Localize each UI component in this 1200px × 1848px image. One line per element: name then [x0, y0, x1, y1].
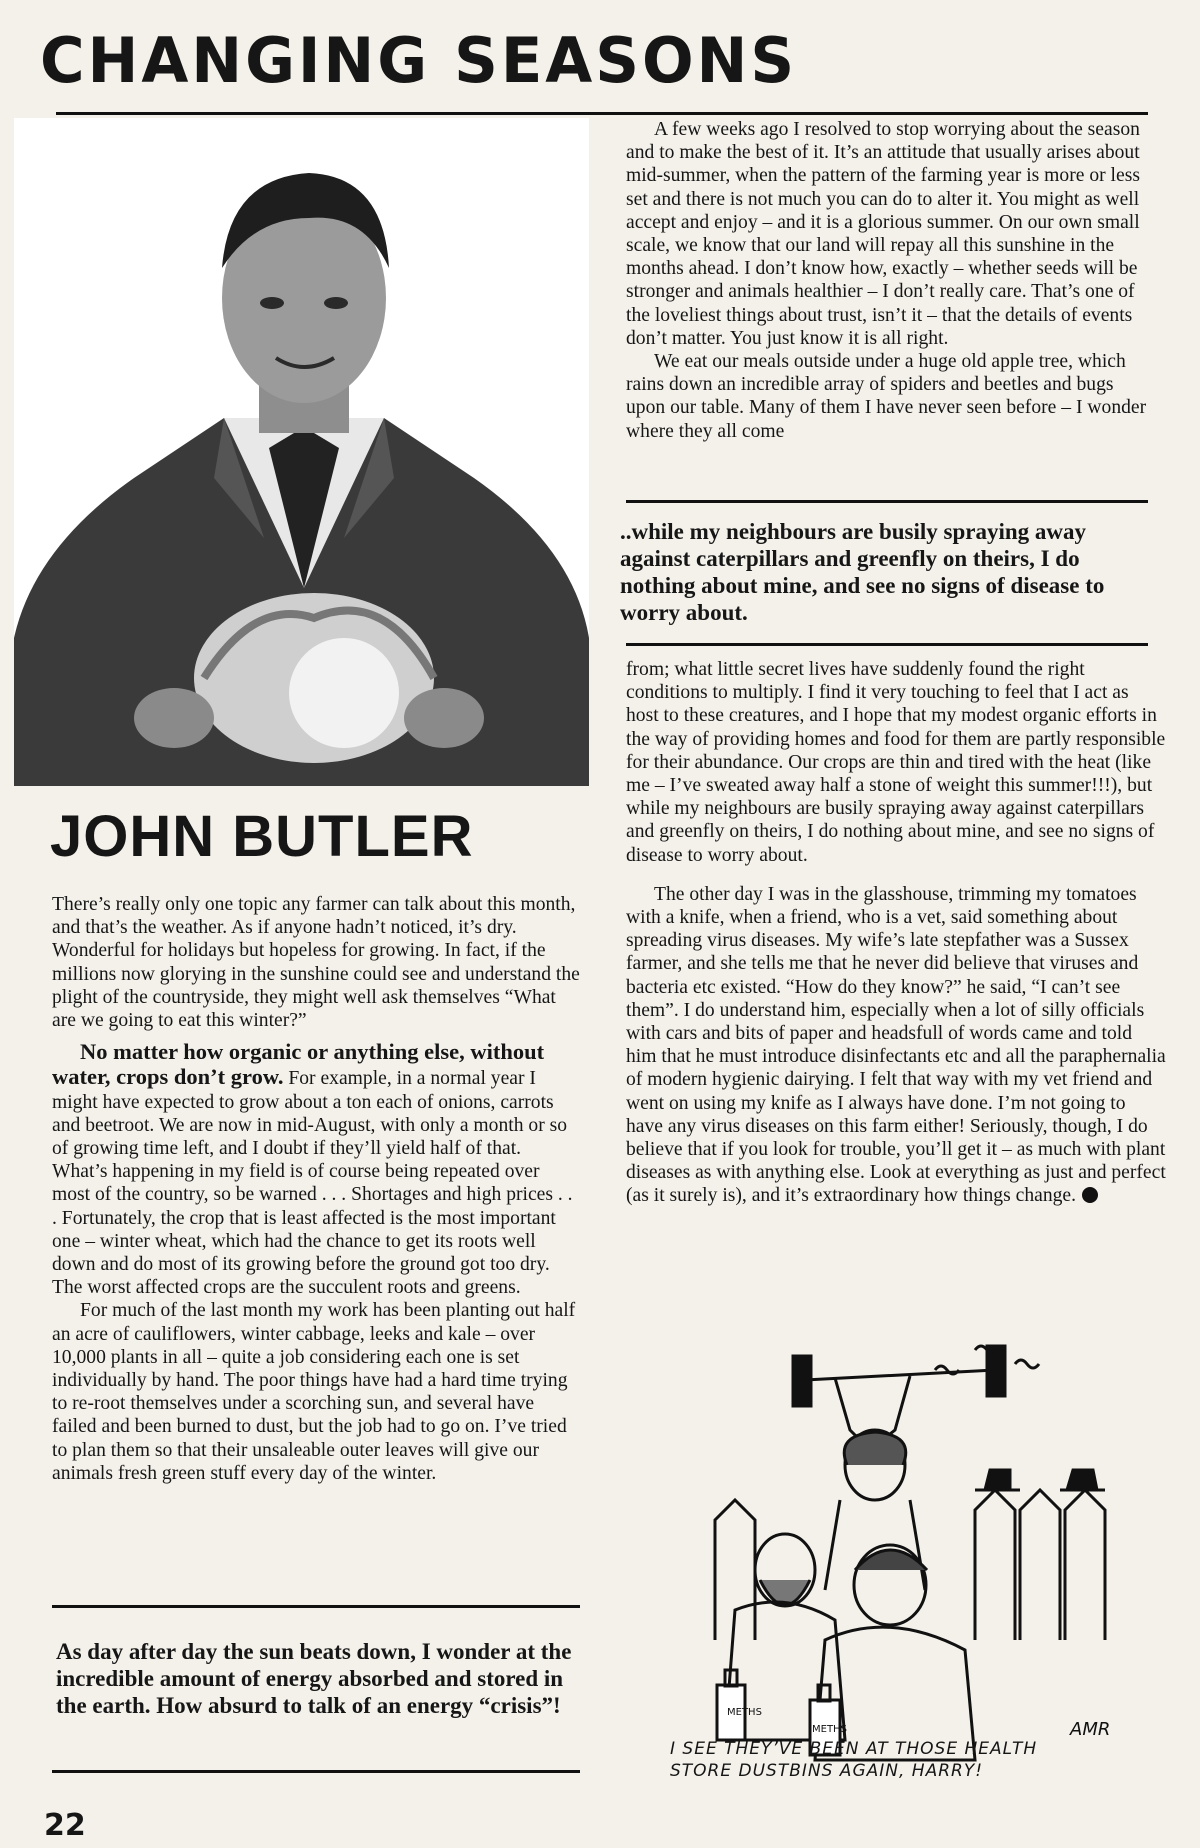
- cartoon-caption: I SEE THEY’VE BEEN AT THOSE HEALTH STORE DUSTBINS AGAIN, HARRY!: [670, 1739, 1038, 1781]
- left-paragraph-3: For much of the last month my work has been planting out half an acre of cauliflowers, winter cabbage, leeks and kale – over 10,000 plants in all – quite a job considering each one is set individually by hand. The poor things have had a hard time trying to re-root themselves under a scorching sun, and several have failed and been burned to dust, but the job had to go on. I’ve tried to plan them so that their unsaleable outer leaves will give our animals fresh green stuff every day of the winter.: [52, 1300, 576, 1484]
- page-title: CHANGING SEASONS: [40, 24, 798, 97]
- bottle-label-2: METHS: [812, 1724, 847, 1735]
- right-column-bottom: [626, 658, 1166, 1208]
- left-pullquote-top-rule: [52, 1605, 580, 1608]
- right-pullquote-bottom-rule: [626, 643, 1148, 646]
- left-paragraph-2: [52, 1040, 580, 1299]
- right-paragraph-2-start: We eat our meals outside under a huge old apple tree, which rains down an incredible array of spiders and beetles and bugs upon our table. Many of them I have never seen before – I wonder where they all come: [626, 351, 1147, 442]
- left-paragraph-2-lead: No matter how organic or anything else, without water, crops don’t grow.: [52, 1039, 545, 1090]
- left-column: [52, 893, 580, 1485]
- right-pullquote-top-rule: [626, 500, 1148, 503]
- left-paragraph-2-body: For example, in a normal year I might have expected to grow about a ton each of onions, carrots and beetroot. We are now in mid-August, with only a month or so of growing time left, and I doubt if they’ll yield half of that. What’s happening in my field is of course being repeated over most of the country, so be warned . . . Shortages and high prices . . . Fortunately, the crop that is least affected is the most important one – winter wheat, which had the chance to get its roots well down and do most of its growing before the ground got too dry. The worst affected crops are the succulent roots and greens.: [52, 1068, 573, 1299]
- page-number: 22: [44, 1808, 86, 1843]
- end-of-article-icon: [1082, 1187, 1098, 1203]
- cartoonist-signature: AMR: [1070, 1719, 1111, 1740]
- right-pullquote: ..while my neighbours are busily spraying away against caterpillars and greenfly on theirs, I do nothing about mine, and see no signs of disease to worry about.: [620, 519, 1105, 625]
- cartoon-illustration: [675, 1340, 1170, 1780]
- right-paragraph-3-text: The other day I was in the glasshouse, trimming my tomatoes with a knife, when a friend, who is a vet, said something about spreading virus diseases. My wife’s late stepfather was a Sussex farmer, and she tells me that he never did believe that viruses and bacteria etc existed. “How do they know?” he said, “I can’t see them”. I do understand him, especially when a lot of silly officials with cars and bits of paper and headsfull of words came and told him that he must introduce disinfectants etc and all the paraphernalia of modern hygienic dairying. I felt that way with my vet friend and went on using my knife as I always have done. I’m not going to have any virus diseases on this farm either! Seriously, though, I do believe that if you look for trouble, you’ll get it – as much with plant diseases as with anything else. Look at everything as just and perfect (as it surely is), and it’s extraordinary how things change.: [626, 883, 1166, 1207]
- right-paragraph-3: [626, 883, 1166, 1208]
- right-paragraph-2-end: from; what little secret lives have suddenly found the right conditions to multiply. I find it very touching to feel that I act as host to these creatures, and I hope that my modest organic efforts in the way of providing homes and food for them are partly responsible for their abundance. Our crops are thin and tired with the heat (like me – I’ve sweated away half a stone of weight this summer!!!), but while my neighbours are busily spraying away against caterpillars and greenfly on theirs, I do nothing about mine, and see no signs of disease to worry about.: [626, 659, 1166, 866]
- left-pullquote-bottom-rule: [52, 1770, 580, 1773]
- left-paragraph-1: There’s really only one topic any farmer can talk about this month, and that’s the weather. As if anyone hadn’t noticed, it’s dry. Wonderful for holidays but hopeless for growing. In fact, if the millions now glorying in the sunshine could see and understand the plight of the countryside, they might well ask themselves “What are we going to eat this winter?”: [52, 894, 580, 1032]
- title-rule: [56, 112, 1148, 115]
- right-paragraph-1: A few weeks ago I resolved to stop worrying about the season and to make the best of it. It’s an attitude that usually arises about mid-summer, when the pattern of the farming year is more or less set and there is not much you can do to alter it. You might as well accept and enjoy – and it is a glorious summer. On our own small scale, we know that our land will repay all this sunshine in the months ahead. I don’t know how, exactly – whether seeds will be stronger and animals healthier – I don’t really care. That’s one of the loveliest things about trust, isn’t it – that the details of events don’t matter. You just know it is all right.: [626, 119, 1140, 349]
- bottle-label-1: METHS: [727, 1707, 762, 1718]
- left-pullquote: As day after day the sun beats down, I wonder at the incredible amount of energy absorbed and stored in the earth. How absurd to talk of an energy “crisis”!: [56, 1639, 572, 1718]
- right-column-top: [626, 118, 1154, 443]
- author-photo: [14, 118, 589, 786]
- author-name: JOHN BUTLER: [50, 804, 474, 869]
